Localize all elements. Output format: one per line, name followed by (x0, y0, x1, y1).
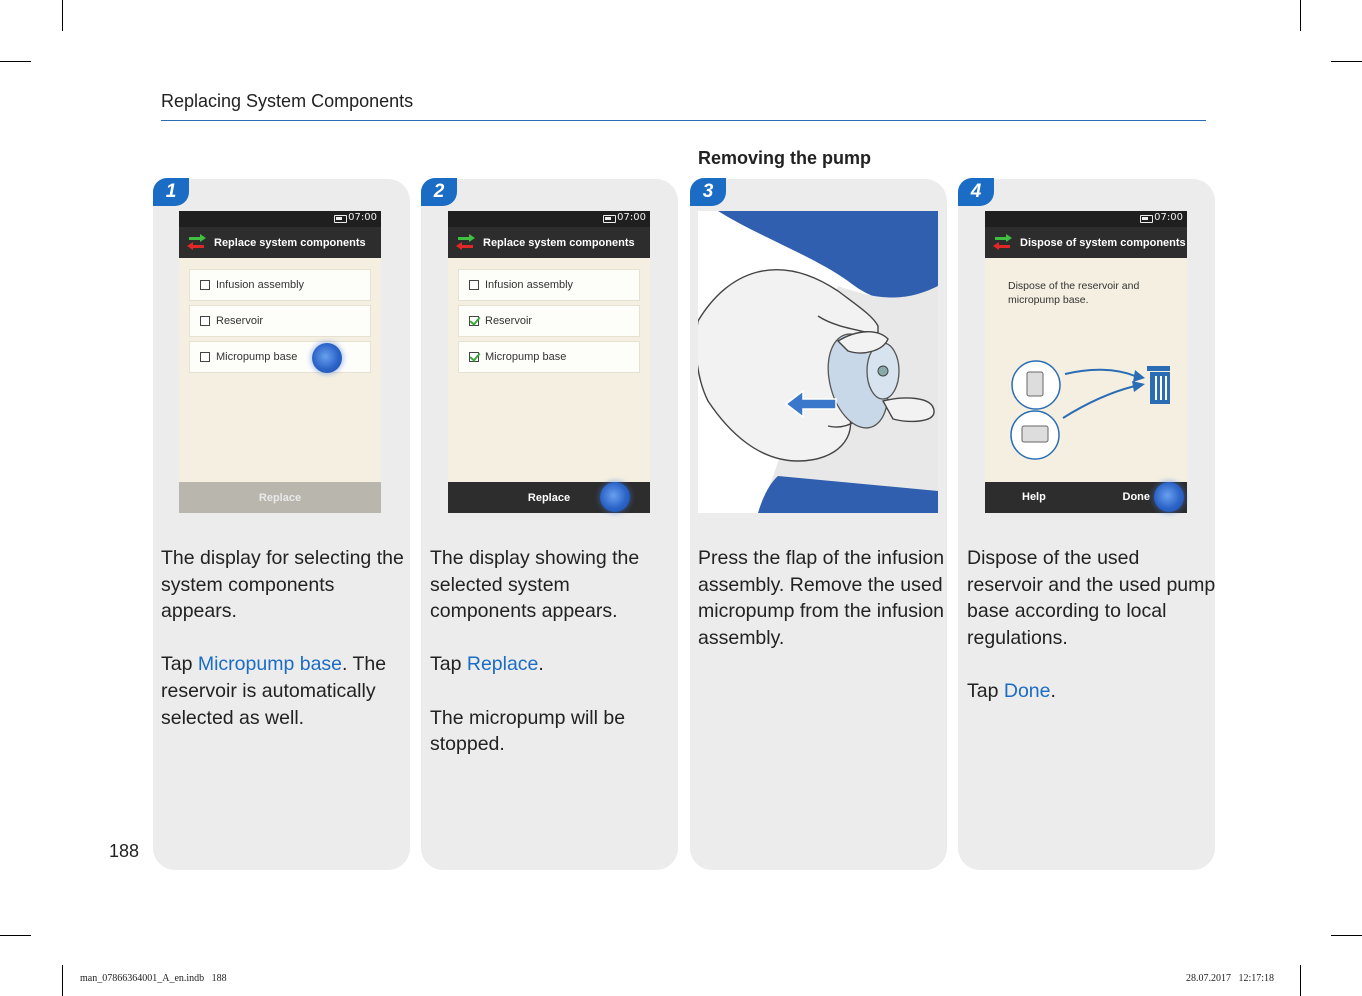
replace-button[interactable]: Replace (448, 482, 650, 513)
replace-arrows-icon (456, 235, 476, 251)
step-2-text (430, 545, 680, 784)
tap-indicator (312, 343, 342, 373)
replace-arrows-icon (993, 235, 1013, 251)
header-divider (161, 120, 1206, 121)
status-bar (179, 211, 381, 227)
step-2-instruction: Tap Replace. (430, 653, 544, 676)
crop-mark (0, 935, 31, 936)
screen-title: Replace system components (214, 236, 366, 249)
replace-button[interactable]: Replace (179, 482, 381, 513)
checkbox-item-micropump-base[interactable] (458, 341, 640, 373)
trash-icon (1147, 366, 1170, 371)
crop-mark (1300, 0, 1301, 31)
crop-mark (1331, 935, 1362, 936)
step-number-badge: 4 (958, 178, 994, 206)
screen-title: Dispose of system components (1020, 236, 1186, 249)
step-number-badge: 2 (421, 178, 457, 206)
screen-title-bar (448, 227, 650, 258)
screen-title: Replace system components (483, 236, 635, 249)
checkbox-item-reservoir[interactable] (458, 305, 640, 337)
checkbox-checked-icon (469, 352, 479, 362)
step-4-description: Dispose of the used reservoir and the used pump base according to local regulations. (967, 547, 1216, 649)
step-2-description: The display showing the selected system components appears. (430, 547, 640, 623)
tap-indicator (1154, 482, 1184, 512)
help-button[interactable]: Help (1022, 491, 1046, 503)
battery-icon (1140, 215, 1153, 223)
remove-micropump-illustration (698, 211, 938, 513)
checkbox-label: Micropump base (216, 351, 298, 363)
crop-mark (1300, 965, 1301, 996)
tap-indicator (600, 482, 630, 512)
device-screen-1 (179, 211, 381, 513)
checkbox-checked-icon (469, 316, 479, 326)
step-1-text (161, 545, 411, 758)
crop-mark (0, 61, 31, 62)
step-4-text (967, 545, 1217, 731)
step-3-text (698, 545, 948, 678)
step-1-instruction: Tap Micropump base. The reservoir is automatically selected as well. (161, 653, 387, 729)
status-bar (448, 211, 650, 227)
page-number: 188 (109, 841, 140, 861)
dispose-message: Dispose of the reservoir and micropump base. (1008, 280, 1140, 306)
done-button[interactable]: Done (1122, 491, 1150, 503)
screen-title-bar (179, 227, 381, 258)
crop-mark (1331, 61, 1362, 62)
step-1-description: The display for selecting the system components appears. (161, 547, 404, 623)
done-link: Done (1003, 679, 1051, 702)
dispose-diagram (1005, 356, 1170, 466)
footer-file-name: man_07866364001_A_en.indb 188 (80, 973, 227, 984)
checkbox-item-reservoir[interactable] (189, 305, 371, 337)
step-number-badge: 1 (153, 178, 189, 206)
crop-mark (62, 0, 63, 31)
status-bar (985, 211, 1187, 227)
footer-timestamp: 28.07.2017 12:17:18 (1185, 973, 1274, 984)
checkbox-label: Infusion assembly (216, 279, 305, 291)
device-screen-2 (448, 211, 650, 513)
battery-icon (334, 215, 347, 223)
step-2-note: The micropump will be stopped. (430, 706, 626, 756)
checkbox-unchecked-icon (200, 280, 210, 290)
step-number-badge: 3 (690, 178, 726, 206)
micropump-base-link: Micropump base (197, 653, 343, 676)
status-time: 07:00 (348, 212, 377, 223)
checkbox-item-micropump-base[interactable] (189, 341, 371, 373)
device-screen-4 (985, 211, 1187, 513)
step-3-description: Press the flap of the infusion assembly. Remove the used micropump from the infusion assembly. (698, 547, 945, 649)
checkbox-item-infusion-assembly[interactable] (189, 269, 371, 301)
screen-title-bar (985, 227, 1187, 258)
page-header-title: Replacing System Components (161, 91, 414, 111)
status-time: 07:00 (1154, 212, 1183, 223)
checkbox-unchecked-icon (200, 316, 210, 326)
replace-link: Replace (466, 653, 539, 676)
step-4-instruction: Tap Done. (967, 679, 1056, 702)
replace-arrows-icon (187, 235, 207, 251)
checkbox-item-infusion-assembly[interactable] (458, 269, 640, 301)
battery-icon (603, 215, 616, 223)
checkbox-label: Micropump base (485, 351, 567, 363)
checkbox-label: Infusion assembly (485, 279, 574, 291)
status-time: 07:00 (617, 212, 646, 223)
crop-mark (62, 965, 63, 996)
checkbox-label: Reservoir (216, 315, 264, 327)
hand-pump-illustration (698, 211, 938, 513)
checkbox-label: Reservoir (485, 315, 533, 327)
checkbox-unchecked-icon (200, 352, 210, 362)
checkbox-unchecked-icon (469, 280, 479, 290)
section-heading: Removing the pump (698, 148, 872, 168)
